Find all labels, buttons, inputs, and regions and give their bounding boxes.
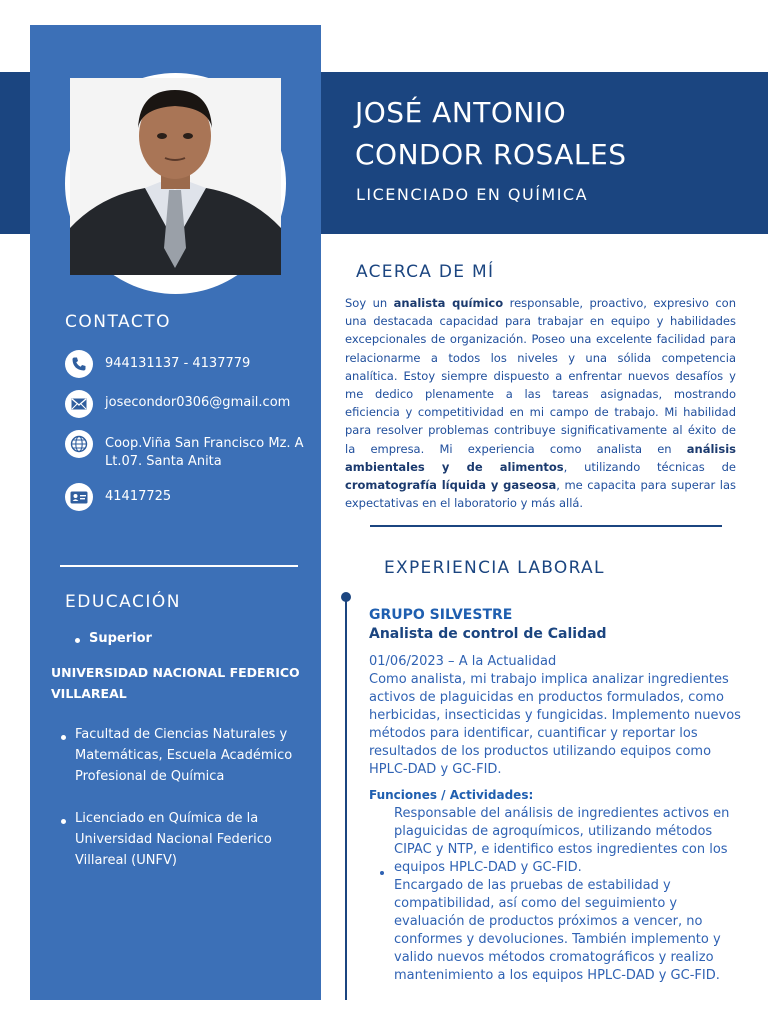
about-bold-3: cromatografía líquida y gaseosa [345, 478, 557, 493]
education-heading: EDUCACIÓN [65, 592, 181, 612]
contact-id-text: 41417725 [105, 489, 172, 504]
sidebar-divider [60, 565, 298, 567]
degree-line-2: Universidad Nacional Federico [75, 832, 272, 847]
functions-label: Funciones / Actividades: [369, 788, 534, 802]
function-bullet-dot [380, 871, 384, 875]
about-text-1: Soy un [345, 296, 394, 310]
university-line-1: UNIVERSIDAD NACIONAL FEDERICO [51, 665, 300, 680]
faculty-line-3: Profesional de Química [75, 769, 225, 784]
about-bold-1: analista químico [393, 296, 504, 310]
contact-email-text[interactable]: josecondor0306@gmail.com [105, 395, 291, 410]
timeline-dot [341, 592, 351, 602]
name-line-2: CONDOR ROSALES [355, 138, 627, 171]
job-title: Analista de control de Calidad [369, 626, 607, 642]
about-text-3: , utilizando técnicas de [563, 459, 736, 474]
profile-photo-illustration [70, 78, 281, 275]
education-level: Superior [89, 631, 152, 646]
about-text-2: responsable, proactivo, expresivo con una destacada capacidad para trabajar en equipo y habilidades excepcionales de organización. Poseo una excelente facilidad para relacionarme a todos los niveles y una sólida competencia analítica. Estoy siempre dispuesto a enfrentar nuevos desafíos y me dedico plenamente a las tareas asignadas, mostrando eficiencia y competitividad en mi campo de trabajo. Mi habilidad para resolver problemas contribuye significativamente al éxito de la empresa. Mi experiencia como analista en [345, 296, 737, 456]
contact-id [65, 483, 171, 511]
name-line-1: JOSÉ ANTONIO [355, 96, 567, 129]
profession-title: LICENCIADO EN QUÍMICA [356, 185, 589, 204]
faculty-line-1: Facultad de Ciencias Naturales y [75, 727, 288, 742]
function-item-1: Responsable del análisis de ingredientes activos en plaguicidas de agroquímicos, utilizando métodos CIPAC y NTP, e identifico estos ingredientes con los equipos HPLC-DAD y GC-FID. [394, 806, 730, 875]
education-item-faculty [75, 724, 292, 787]
university-line-2: VILLAREAL [51, 686, 127, 701]
education-item-degree [75, 808, 272, 871]
job-body [369, 653, 744, 779]
globe-icon [65, 430, 93, 458]
faculty-line-2: Matemáticas, Escuela Académico [75, 748, 293, 763]
contact-address [65, 430, 304, 471]
person-name [355, 92, 627, 176]
degree-line-1: Licenciado en Química de la [75, 811, 259, 826]
about-heading: ACERCA DE MÍ [356, 262, 495, 282]
contact-phone-text: 944131137 - 4137779 [105, 356, 251, 371]
contact-phone [65, 350, 250, 378]
bullet-dot [61, 819, 66, 824]
contact-address-text [105, 435, 304, 471]
function-item-2: Encargado de las pruebas de estabilidad y compatibilidad, así como del seguimiento y evaluación de productos próximos a vencer, no conformes y devoluciones. También implemento y valido nuevos métodos cromatográficos y realizo mantenimiento a los equipos HPLC-DAD y GC-FID. [394, 878, 721, 983]
timeline-line [345, 597, 347, 1000]
job-dates: 01/06/2023 – A la Actualidad [369, 654, 557, 669]
bullet-dot [61, 735, 66, 740]
main-divider [370, 525, 722, 527]
about-bold-2: análisis ambientales y de alimentos [345, 441, 736, 474]
id-card-icon [65, 483, 93, 511]
job-description: Como analista, mi trabajo implica analizar ingredientes activos de plaguicidas en productos formulados, como herbicidas, insecticidas y fungicidas. Implemento nuevos métodos para identificar, cuantificar y reportar los resultados de los productos utilizando equipos como HPLC-DAD y GC-FID. [369, 672, 741, 777]
about-paragraph [345, 294, 736, 512]
degree-line-3: Villareal (UNFV) [75, 853, 177, 868]
contact-heading: CONTACTO [65, 312, 171, 332]
phone-icon [65, 350, 93, 378]
company-name: GRUPO SILVESTRE [369, 607, 513, 623]
about-text-4: , me capacita para superar las expectativas en el laboratorio y más allá. [345, 478, 736, 511]
address-line-2: Lt.07. Santa Anita [105, 454, 222, 469]
email-icon [65, 390, 93, 418]
university-name [51, 662, 300, 704]
address-line-1: Coop.Viña San Francisco Mz. A [105, 436, 304, 451]
experience-heading: EXPERIENCIA LABORAL [384, 558, 605, 578]
profile-photo [70, 78, 281, 275]
contact-email [65, 390, 290, 418]
bullet-dot [75, 638, 80, 643]
